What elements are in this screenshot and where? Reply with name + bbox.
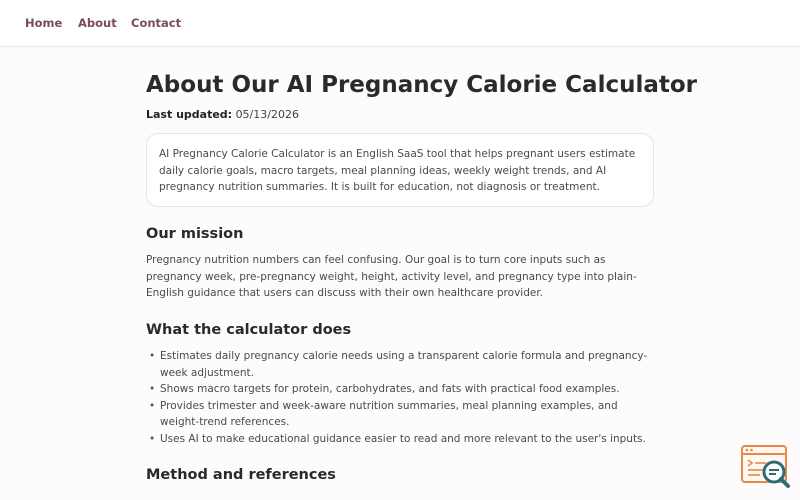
list-item: • Provides trimester and week-aware nutrition summaries, meal planning examples, and weight-trend references.: [146, 398, 656, 431]
mission-paragraph: Pregnancy nutrition numbers can feel confusing. Our goal is to turn core inputs such as pregnancy week, pre-pregnancy weight, height, activity level, and pregnancy type into plain-English guidance that users can discuss with their own healthcare provider.: [146, 254, 637, 299]
mission-heading: Our mission: [146, 226, 244, 242]
method-heading: Method and references: [146, 467, 336, 483]
nav-contact-link[interactable]: Contact: [131, 16, 182, 30]
page-title: About Our AI Pregnancy Calorie Calculator: [146, 72, 698, 98]
calculator-features-list: [146, 348, 656, 447]
summary-text: AI Pregnancy Calorie Calculator is an English SaaS tool that helps pregnant users estimate daily calorie goals, macro targets, meal planning ideas, weekly weight trends, and AI pregnancy nutrition summaries. It is built for education, not diagnosis or treatment.: [159, 148, 636, 193]
list-item: • Estimates daily pregnancy calorie needs using a transparent calorie formula and pregnancy-week adjustment.: [146, 348, 656, 381]
last-updated-date: 05/13/2026: [235, 108, 299, 121]
list-item: • Uses AI to make educational guidance easier to read and more relevant to the user's inputs.: [146, 431, 656, 448]
summary-card: [146, 133, 654, 207]
last-updated: [146, 108, 299, 121]
code-search-icon[interactable]: [740, 444, 792, 490]
code-search-icon-graphic: [740, 444, 792, 490]
nav-home-link[interactable]: Home: [25, 16, 63, 30]
nav-about-link[interactable]: About: [78, 16, 117, 30]
last-updated-label: Last updated:: [146, 108, 233, 121]
calculator-heading: What the calculator does: [146, 322, 352, 338]
list-item: • Shows macro targets for protein, carbohydrates, and fats with practical food examples.: [146, 381, 656, 398]
top-nav: [0, 0, 800, 47]
